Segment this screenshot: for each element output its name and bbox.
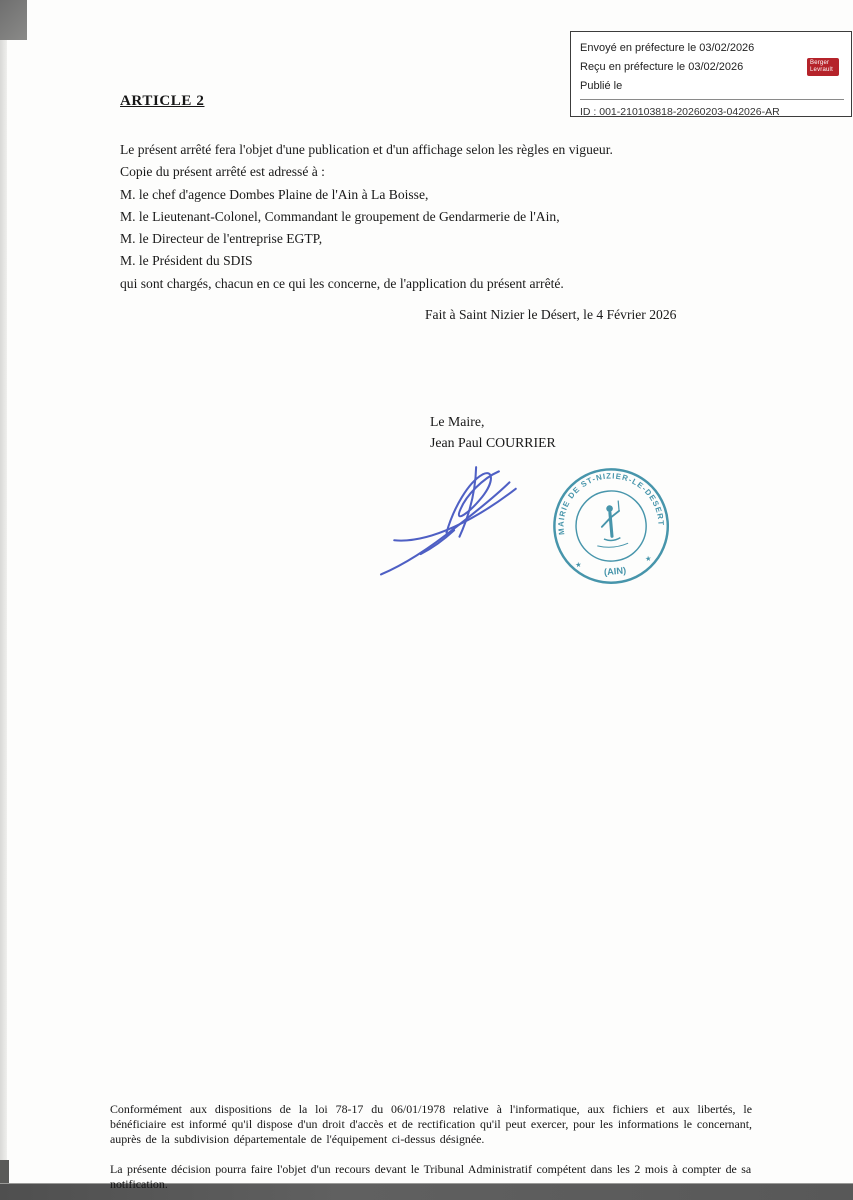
berger-levrault-logo-line1: Berger <box>810 60 830 66</box>
article-paragraph: Le présent arrêté fera l'objet d'une publication et d'un affichage selon les règles en vigueur. <box>120 142 613 157</box>
article-paragraph: qui sont chargés, chacun en ce qui les concerne, de l'application du présent arrêté. <box>120 275 564 291</box>
article-paragraph: M. le Président du SDIS <box>120 253 253 269</box>
handwritten-signature <box>357 441 562 604</box>
article-paragraph: Copie du présent arrêté est adressé à : <box>120 164 325 180</box>
scan-corner-top-left <box>0 0 27 40</box>
prefecture-sent-line: Envoyé en préfecture le 03/02/2026 <box>580 42 755 54</box>
seal-top-text: MAIRIE DE ST-NIZIER-LE-DESERT <box>556 471 666 536</box>
municipal-seal <box>538 452 683 597</box>
scan-edge-left <box>0 0 7 1200</box>
signer-name: Jean Paul COURRIER <box>430 435 556 450</box>
footer-appeal-paragraph: La présente décision pourra faire l'objet d'un recours devant le Tribunal Administratif compétent dans les 2 mois à compter de sa notification. <box>110 1161 752 1191</box>
signer-role: Le Maire, <box>430 414 485 429</box>
seal-star-right-icon: ★ <box>644 553 652 564</box>
seal-saint-figure-icon <box>594 500 629 548</box>
footer-privacy-paragraph: Conformément aux dispositions de la loi 78-17 du 06/01/1978 relative à l'informatique, aux fichiers et aux libertés, le bénéficiaire est informé qu'il dispose d'un droit d'accès et de rectification qu'il peut exercer, pour les informations le concernant, auprès de la subdivision départementale de l'équipement ci-dessus désignée. <box>110 1102 752 1147</box>
berger-levrault-logo <box>807 58 839 76</box>
prefecture-received-line: Reçu en préfecture le 03/02/2026 <box>580 61 744 73</box>
article-paragraph: M. le Lieutenant-Colonel, Commandant le groupement de Gendarmerie de l'Ain, <box>120 208 560 224</box>
prefecture-published-line: Publié le <box>580 80 623 92</box>
berger-levrault-logo-line2: Levrault <box>810 67 833 73</box>
legal-footer <box>110 1102 752 1192</box>
prefecture-stamp-box <box>570 31 852 117</box>
article-title: ARTICLE 2 <box>120 93 205 109</box>
article-paragraph: M. le Directeur de l'entreprise EGTP, <box>120 231 323 247</box>
svg-text:MAIRIE DE ST-NIZIER-LE-DESERT <box>552 467 666 536</box>
dateline: Fait à Saint Nizier le Désert, le 4 Février 2026 <box>425 307 677 322</box>
article-paragraph: M. le chef d'agence Dombes Plaine de l'Ain à La Boisse, <box>120 186 429 202</box>
article-body <box>120 139 750 295</box>
seal-star-left-icon: ★ <box>574 559 583 570</box>
seal-bottom-text: (AIN) <box>603 565 627 578</box>
prefecture-id-line: ID : 001-210103818-20260203-042026-AR <box>580 99 844 122</box>
